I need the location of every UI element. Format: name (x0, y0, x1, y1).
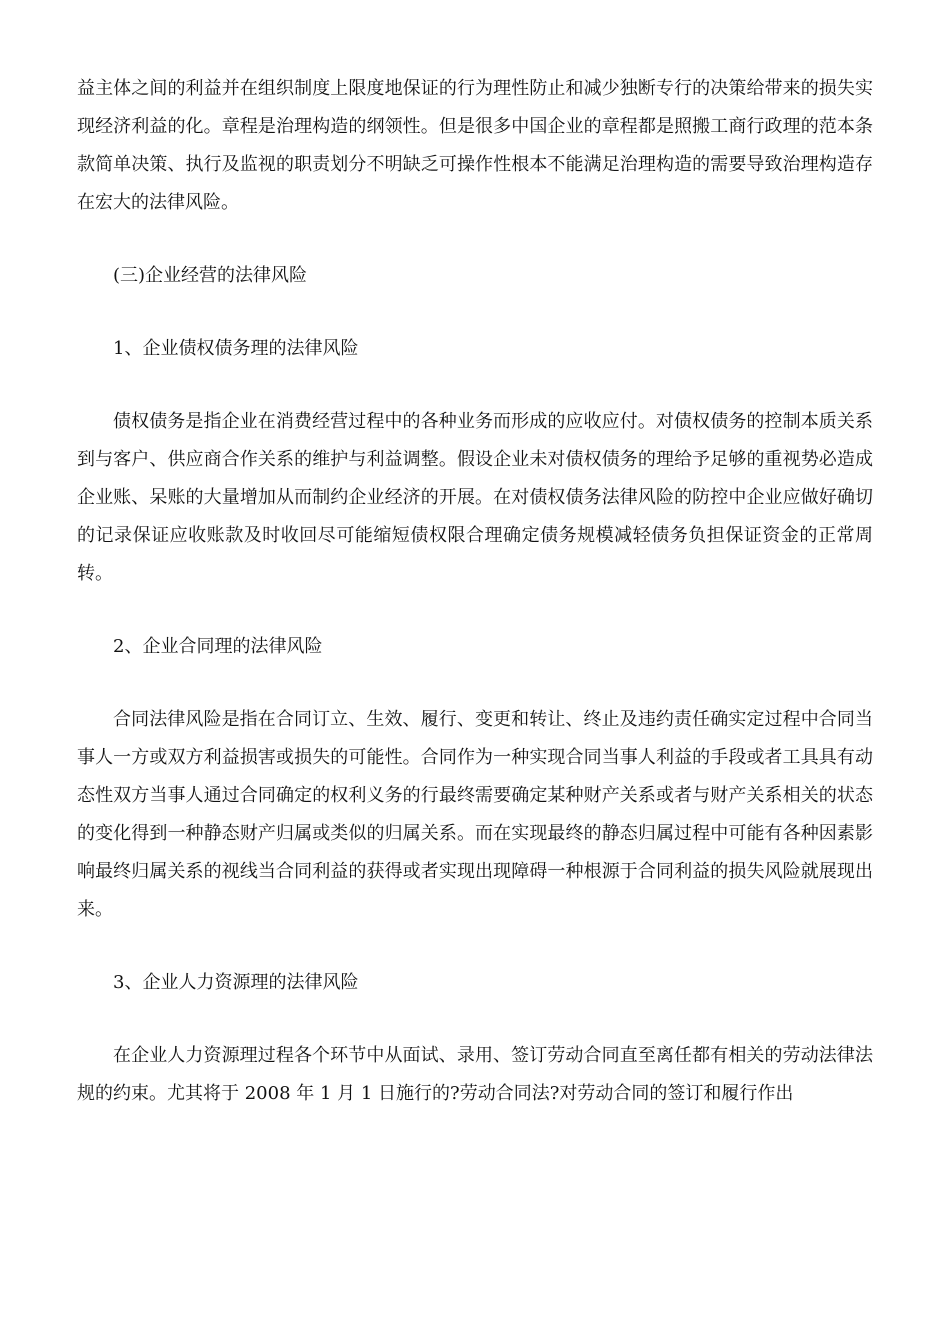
paragraph-contract-management: 合同法律风险是指在合同订立、生效、履行、变更和转让、终止及违约责任确实定过程中合同当事人一方或双方利益损害或损失的可能性。合同作为一种实现合同当事人利益的手段或者工具具有动态性双方当事人通过合同确定的权利义务的行最终需要确定某种财产关系或者与财产关系相关的状态的变化得到一种静态财产归属或类似的归属关系。而在实现最终的静态归属过程中可能有各种因素影响最终归属关系的视线当合同利益的获得或者实现出现障碍一种根源于合同利益的损失风险就展现出来。 (77, 709, 873, 920)
subheading-hr-management: 3、企业人力资源理的法律风险 (113, 972, 359, 993)
paragraph-gap (77, 1002, 873, 1037)
section-heading-business-risk: (三)企业经营的法律风险 (113, 265, 308, 286)
paragraph-governance-continued: 益主体之间的利益并在组织制度上限度地保证的行为理性防止和减少独断专行的决策给带来的损失实现经济利益的化。章程是治理构造的纲领性。但是很多中国企业的章程都是照搬工商行政理的范本条款简单决策、执行及监视的职责划分不明缺乏可操作性根本不能满足治理构造的需要导致治理构造存在宏大的法律风险。 (77, 78, 873, 213)
paragraph-gap (77, 222, 873, 257)
subheading-debt-management: 1、企业债权债务理的法律风险 (113, 338, 359, 359)
paragraph-debt-management: 债权债务是指企业在消费经营过程中的各种业务而形成的应收应付。对债权债务的控制本质关系到与客户、供应商合作关系的维护与利益调整。假设企业未对债权债务的理给予足够的重视势必造成企业账、呆账的大量增加从而制约企业经济的开展。在对债权债务法律风险的防控中企业应做好确切的记录保证应收账款及时收回尽可能缩短债权限合理确定债务规模减轻债务负担保证资金的正常周转。 (77, 411, 873, 584)
paragraph-gap (77, 295, 873, 330)
paragraph-gap (77, 368, 873, 403)
paragraph-gap (77, 593, 873, 628)
document-body (77, 70, 873, 1113)
paragraph-hr-management: 在企业人力资源理过程各个环节中从面试、录用、签订劳动合同直至离任都有相关的劳动法律法规的约束。尤其将于 2008 年 1 月 1 日施行的?劳动合同法?对劳动合同的签订和履行作出 (77, 1045, 873, 1104)
paragraph-gap (77, 666, 873, 701)
paragraph-gap (77, 929, 873, 964)
subheading-contract-management: 2、企业合同理的法律风险 (113, 636, 323, 657)
